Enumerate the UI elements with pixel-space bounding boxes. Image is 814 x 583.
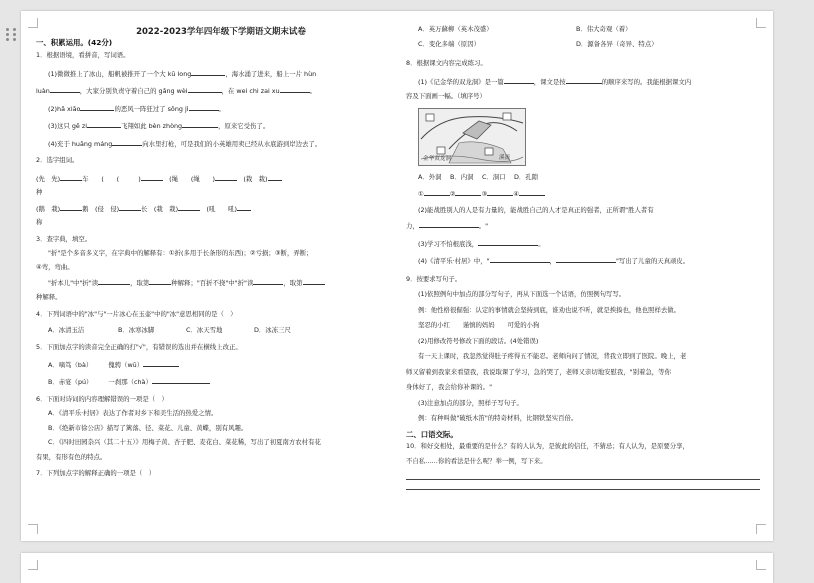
document-page [21, 11, 773, 541]
answer-blank[interactable] [478, 239, 538, 246]
question-line: B．赤宴（pú） 一刹那（chà） [36, 377, 396, 387]
example-line: 例：他性格很倔强：认定的事情就会坚持到底，谁劝也说不听，就是挨揍也，他也照样去做。 [418, 305, 681, 314]
answer-blank[interactable] [119, 204, 141, 211]
answer-blank[interactable] [80, 104, 114, 111]
question-stem: 2．选字组词。 [36, 156, 79, 164]
answer-blank[interactable] [455, 189, 481, 196]
option-continued: 有果，有形有色的特点。 [36, 452, 107, 461]
writing-line[interactable] [406, 473, 760, 480]
answer-blank[interactable] [112, 139, 142, 146]
option[interactable]: D．冰冻三尺 [254, 325, 291, 334]
question-stem: 10．和好交相处，最重要的是什么？有的人认为，是彼此的信任，不猜忌；有人认为，是原要分享， [406, 441, 689, 450]
figure-label: 金华双龙洞 [423, 155, 451, 162]
paragraph-line: 身体好了，我会给你补课的。" [406, 383, 493, 391]
figure-label: 溪流 [499, 154, 511, 161]
paragraph-line: 有一天上课时，我忽然觉得肚子疼得五不能忍。老师向问了情况，背我立即到了医院。晚上，老 [418, 352, 687, 360]
answer-blank[interactable] [60, 174, 82, 181]
question-line: (1)微微推上了冰山，船帆被推开了一个大 kū long ，海水涌了进来，船上一片 hùn [48, 69, 317, 78]
page-corner-mark [756, 560, 766, 570]
question-line: (4)《清平乐·村居》中，" ， "写出了儿童的天真顽皮。 [418, 257, 690, 265]
answer-blank[interactable] [149, 278, 171, 285]
answer-blank[interactable] [215, 174, 237, 181]
option[interactable]: C．《四时田园杂兴（其二十五）》用梅子黄、杏子肥、麦花白、菜花稀，写出了初夏南方农村有花 [48, 438, 321, 446]
answer-blank[interactable] [87, 121, 121, 128]
question-stem: 7．下列加点字的解释正确的一项是（ ） [36, 469, 156, 477]
question-line: (2)能战胜别人的人是有力量的，能战胜自己的人才是真正的强者，正所谓"胜人者有 [418, 205, 654, 214]
question-stem: 6．下面对诗词的内容理解错误的一项是（ ） [36, 394, 168, 403]
question-line: "折本儿"中"折"读 ，取第 种解释；"百折不挠"中"折"读 ，取第 [36, 278, 396, 288]
answer-blank[interactable] [519, 189, 545, 196]
question-line: (2)hǎ xiāo 的恶风一阵狂过了 sōng jì 。 [48, 104, 225, 113]
word-choices: 坚忍的小红 谨慎的妈妈 可爱的小狗 [418, 321, 540, 329]
drag-handle-icon[interactable] [6, 28, 18, 46]
answer-blank[interactable] [504, 77, 534, 84]
answer-blank[interactable] [237, 204, 251, 211]
question-stem: 9．按要求写句子。 [406, 274, 462, 283]
answer-blank[interactable] [188, 86, 222, 93]
exam-title: 2022-2023学年四年级下学期语文期末试卷 [136, 27, 306, 37]
question-line: 容及下面画一幅。（填序号） [406, 92, 486, 100]
question-stem: 8．根据课文内容完成练习。 [406, 59, 487, 67]
option[interactable]: C．变化多端（原因） [418, 39, 480, 48]
answer-blank[interactable] [490, 256, 550, 263]
answer-blank[interactable] [419, 221, 479, 228]
answer-blank[interactable] [253, 278, 283, 285]
option[interactable]: B．冰寒冰脚 [118, 325, 155, 334]
question-line: (1)依照例句中加点的部分写句子，再从下面选一个话语，仿照例句写写。 [418, 290, 626, 298]
next-page [21, 553, 773, 583]
cave-illustration [418, 108, 526, 166]
answer-blank[interactable] [50, 86, 80, 93]
question-stem: 1．根据语境，看拼音，写词语。 [36, 51, 130, 59]
question-line: 不自私……你的看法是什么呢？举一例，写下来。 [406, 457, 547, 465]
section-heading: 一、积累运用。(42分) [36, 38, 113, 47]
answer-blank[interactable] [268, 174, 282, 181]
answer-blank[interactable] [424, 189, 450, 196]
option-row [406, 41, 760, 49]
question-line: 种 [36, 188, 43, 196]
question-line: (先 先) 车 ( ( ) (绳 (绳 ) (栽 栽) [36, 174, 396, 184]
option-row [406, 26, 760, 34]
question-line: (鹅 栽) 鹅 (侵 侵) 长 (栽 栽) (吼 吼) [36, 204, 396, 214]
answer-blank[interactable] [191, 69, 225, 76]
choice-row: A．外洞 B．内洞 C．洞口 D．孔隙 [418, 172, 539, 181]
page-corner-mark [756, 524, 766, 534]
question-line: ④弯，弯曲。 [36, 262, 74, 271]
question-line: A．嘀笃（bà） 傀骋（wū） [36, 360, 396, 370]
left-column [36, 27, 396, 478]
example-line: 例：有种叫做"破纸木笛"的特奇材料，比钢铁坚实百倍。 [418, 414, 578, 422]
page-corner-mark [28, 560, 38, 570]
answer-blank[interactable] [143, 360, 179, 367]
question-line: "折"是个多音多义字，在字典中的解释有：①折(多用于长条形的东西)；②亏损；③断，弄断； [48, 249, 313, 257]
page-corner-mark [28, 524, 38, 534]
option[interactable]: B．《绝新市徐公店》描写了篱落、径、菜花、儿童、黄蝶，别有风趣。 [48, 423, 248, 432]
answer-blank[interactable] [189, 104, 219, 111]
question-line: (3)注意加点的部分，照样子写句子。 [418, 398, 523, 407]
question-line: (4)充于 huāng máng 向水里打枪，可是我们的小英雄用卖已经从水底游到岸边去了。 [48, 139, 322, 148]
question-line: (3)学习不怕根底浅， 。 [418, 239, 545, 248]
choice-blanks: ① ② ③ ④ [406, 189, 760, 199]
answer-blank[interactable] [182, 121, 218, 128]
option[interactable]: C．冰天雪地 [186, 325, 223, 334]
section-heading: 二、口语交际。 [406, 429, 458, 439]
question-stem: 3．查字典，填空。 [36, 234, 92, 243]
answer-blank[interactable] [178, 204, 200, 211]
writing-line[interactable] [406, 483, 760, 490]
option[interactable]: A．英万蘇柳（英木茂盛） [418, 25, 493, 33]
option-row [36, 327, 396, 335]
option[interactable]: A．《清平乐·村居》表达了作者对乡下和美生活的热爱之情。 [48, 409, 218, 417]
answer-blank[interactable] [152, 377, 210, 384]
question-stem: 5．下面加点字的读音完全正确的打"√"，有错误的选出并在横线上改正。 [36, 343, 242, 351]
question-line: 力， 。" [406, 222, 489, 230]
answer-blank[interactable] [556, 256, 616, 263]
question-line: (2)用修改符号修改下面的段话。(4处错误) [418, 336, 539, 345]
answer-blank[interactable] [280, 86, 310, 93]
question-line: (3)这只 gē zi 飞翔如此 bèn zhòng ，原来它受伤了。 [48, 122, 270, 130]
option[interactable]: A．冰清玉洁 [48, 325, 85, 334]
answer-blank[interactable] [141, 174, 163, 181]
question-line: luàn ，大家分别负责守着自己的 gǎng wèi ，在 wei chi zai xu 。 [36, 87, 317, 95]
option[interactable]: B．伟大奇观（着） [576, 25, 632, 33]
question-line: 种解释。 [36, 292, 62, 301]
answer-blank[interactable] [60, 204, 82, 211]
option[interactable]: D．源备各异（奇异、特点） [576, 39, 658, 48]
answer-blank[interactable] [303, 278, 325, 285]
answer-blank[interactable] [487, 189, 513, 196]
answer-blank[interactable] [566, 77, 602, 84]
paragraph-line: 师又留着到我家来看望我，我说取课了学习，急的哭了，老师又亲切地安慰我，"别着急，等你 [406, 367, 671, 376]
question-line: 称 [36, 218, 43, 226]
answer-blank[interactable] [98, 278, 130, 285]
question-line: (1)《记金华的双龙洞》是一篇 ，课文是按 的顺序来写的。我能根据课文内 [418, 77, 692, 86]
right-column [406, 26, 760, 490]
question-stem: 4．下列词语中的"冰"与"一片冰心在玉壶"中的"冰"意思相同的是（ ） [36, 310, 237, 318]
